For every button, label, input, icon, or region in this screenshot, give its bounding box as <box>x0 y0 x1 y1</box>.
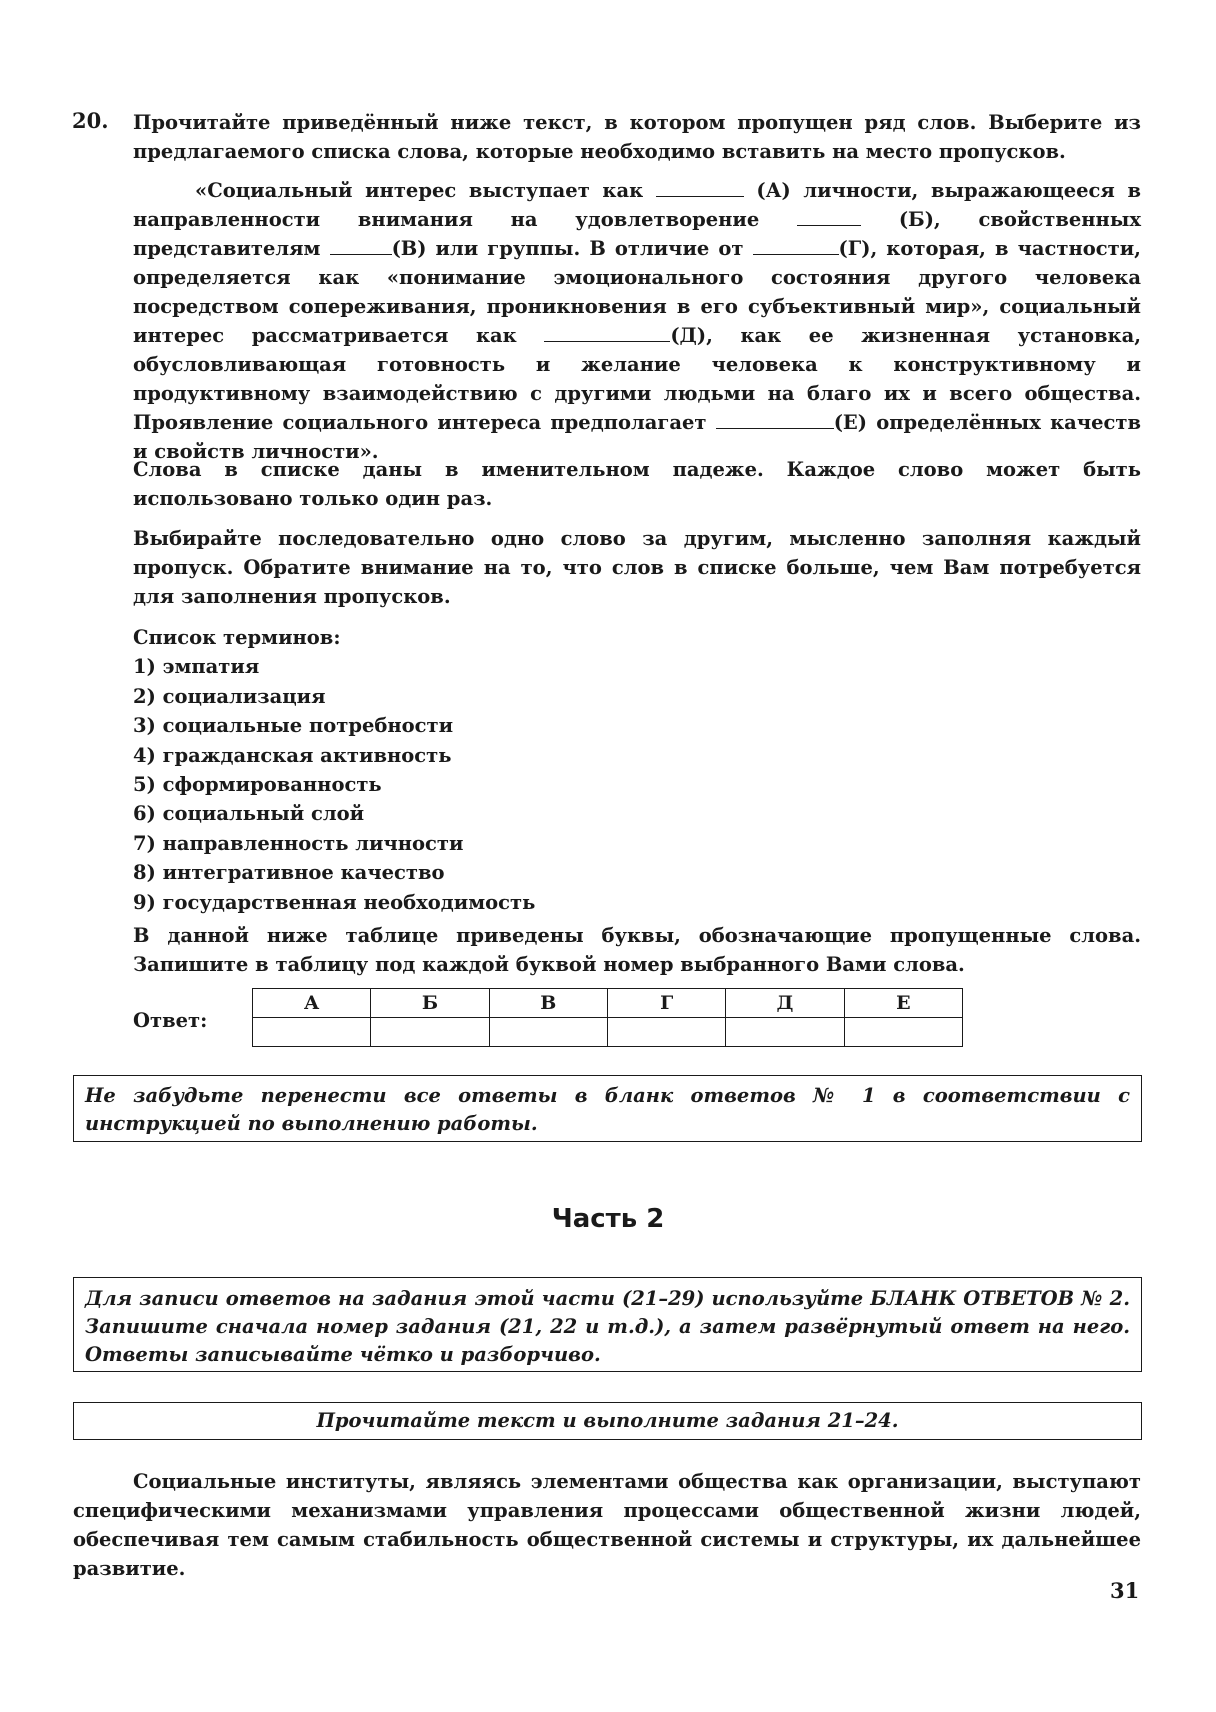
quote-part-7: (Е) определённых качеств и свойств личности». <box>133 411 1141 463</box>
blank-v <box>330 234 392 255</box>
blank-d <box>544 321 670 342</box>
blank-a <box>656 176 744 197</box>
source-text-body: Социальные институты, являясь элементами общества как организации, выступают специфическими механизмами управления процессами общественной жизни людей, обеспечивая тем самым стабильность общественной системы и структуры, их дальнейшее развитие. <box>73 1470 1141 1580</box>
quote-part-5: (Г), которая, в частности, определяется как «понимание эмоционального состояния другого человека посредством сопереживания, проникновения в его субъективный мир», социальный интерес рассматривается как <box>133 237 1141 347</box>
instruction-select: Выбирайте последовательно одно слово за другим, мысленно заполняя каждый пропуск. Обратите внимание на то, что слов в списке больше, чем Вам потребуется для заполнения пропусков. <box>133 527 1141 608</box>
letter-cell: А <box>253 989 371 1018</box>
answer-table <box>252 988 963 1047</box>
instruction-case <box>133 455 1141 513</box>
part2-note-text: Для записи ответов на задания этой части (21–29) используйте БЛАНК ОТВЕТОВ № 2. Запишите сначала номер задания (21, 22 и т.д.), а затем развёрнутый ответ на него. Ответы записывайте чётко и разборчиво. <box>85 1287 1130 1366</box>
table-instruction: В данной ниже таблице приведены буквы, обозначающие пропущенные слова. Запишите в таблицу под каждой буквой номер выбранного Вами слова. <box>133 924 1141 976</box>
blank-e <box>716 408 834 429</box>
answer-cell[interactable] <box>607 1018 725 1047</box>
quote-part-6: (Д), как ее жизненная установка, обусловливающая готовность и желание человека к конструктивному и продуктивному взаимодействию с другими людьми на благо их и всего общества. Проявление социального интереса предполагает <box>133 324 1142 434</box>
quote-part-2: (А) личности, выражающееся в направленности внимания на удовлетворение <box>133 179 1141 231</box>
instruction-case-emphasis: один <box>385 487 441 510</box>
term-item: 4) гражданская активность <box>133 743 452 767</box>
term-item: 5) сформированность <box>133 773 382 797</box>
reminder-text: Не забудьте перенести все ответы в бланк ответов № 1 в соответствии с инструкцией по выполнению работы. <box>85 1084 1130 1135</box>
term-item: 1) эмпатия <box>133 655 260 679</box>
task-quote <box>133 176 1141 466</box>
terms-list <box>133 623 535 917</box>
instruction-case-end: раз. <box>440 487 493 510</box>
answer-cell[interactable] <box>726 1018 844 1047</box>
task-number: 20. <box>72 108 109 133</box>
answer-cell[interactable] <box>844 1018 962 1047</box>
term-item: 2) социализация <box>133 684 326 708</box>
terms-title: Список терминов: <box>133 626 341 649</box>
answer-input-row <box>253 1018 963 1047</box>
letter-cell: Б <box>371 989 489 1018</box>
answer-cell[interactable] <box>253 1018 371 1047</box>
read-task-box: Прочитайте текст и выполните задания 21–24. <box>73 1402 1142 1440</box>
page-number: 31 <box>1110 1578 1140 1603</box>
term-item: 6) социальный слой <box>133 802 365 826</box>
blank-b <box>797 205 861 226</box>
letter-cell: Е <box>844 989 962 1018</box>
term-item: 9) государственная необходимость <box>133 890 536 914</box>
term-item: 7) направленность личности <box>133 831 464 855</box>
quote-part-3: (Б), свойственных представителям <box>133 208 1141 260</box>
letter-cell: Д <box>726 989 844 1018</box>
reminder-box <box>73 1075 1142 1142</box>
quote-part-1: «Социальный интерес выступает как <box>195 179 656 202</box>
answer-letters-row <box>253 989 963 1018</box>
letter-cell: Г <box>607 989 725 1018</box>
answer-cell[interactable] <box>489 1018 607 1047</box>
source-text <box>73 1467 1141 1583</box>
part2-heading: Часть 2 <box>551 1204 665 1234</box>
term-item: 3) социальные потребности <box>133 714 454 738</box>
term-item: 8) интегративное качество <box>133 861 445 885</box>
instruction-case-text: Слова в списке даны в именительном падеже. Каждое слово может быть использовано только <box>133 458 1141 510</box>
answer-label: Ответ: <box>133 1009 208 1032</box>
quote-part-4: (В) или группы. В отличие от <box>391 237 753 260</box>
task-intro: Прочитайте приведённый ниже текст, в котором пропущен ряд слов. Выберите из предлагаемого списка слова, которые необходимо вставить на место пропусков. <box>133 111 1141 163</box>
part2-note-box <box>73 1277 1142 1372</box>
answer-cell[interactable] <box>371 1018 489 1047</box>
blank-g <box>753 234 839 255</box>
letter-cell: В <box>489 989 607 1018</box>
